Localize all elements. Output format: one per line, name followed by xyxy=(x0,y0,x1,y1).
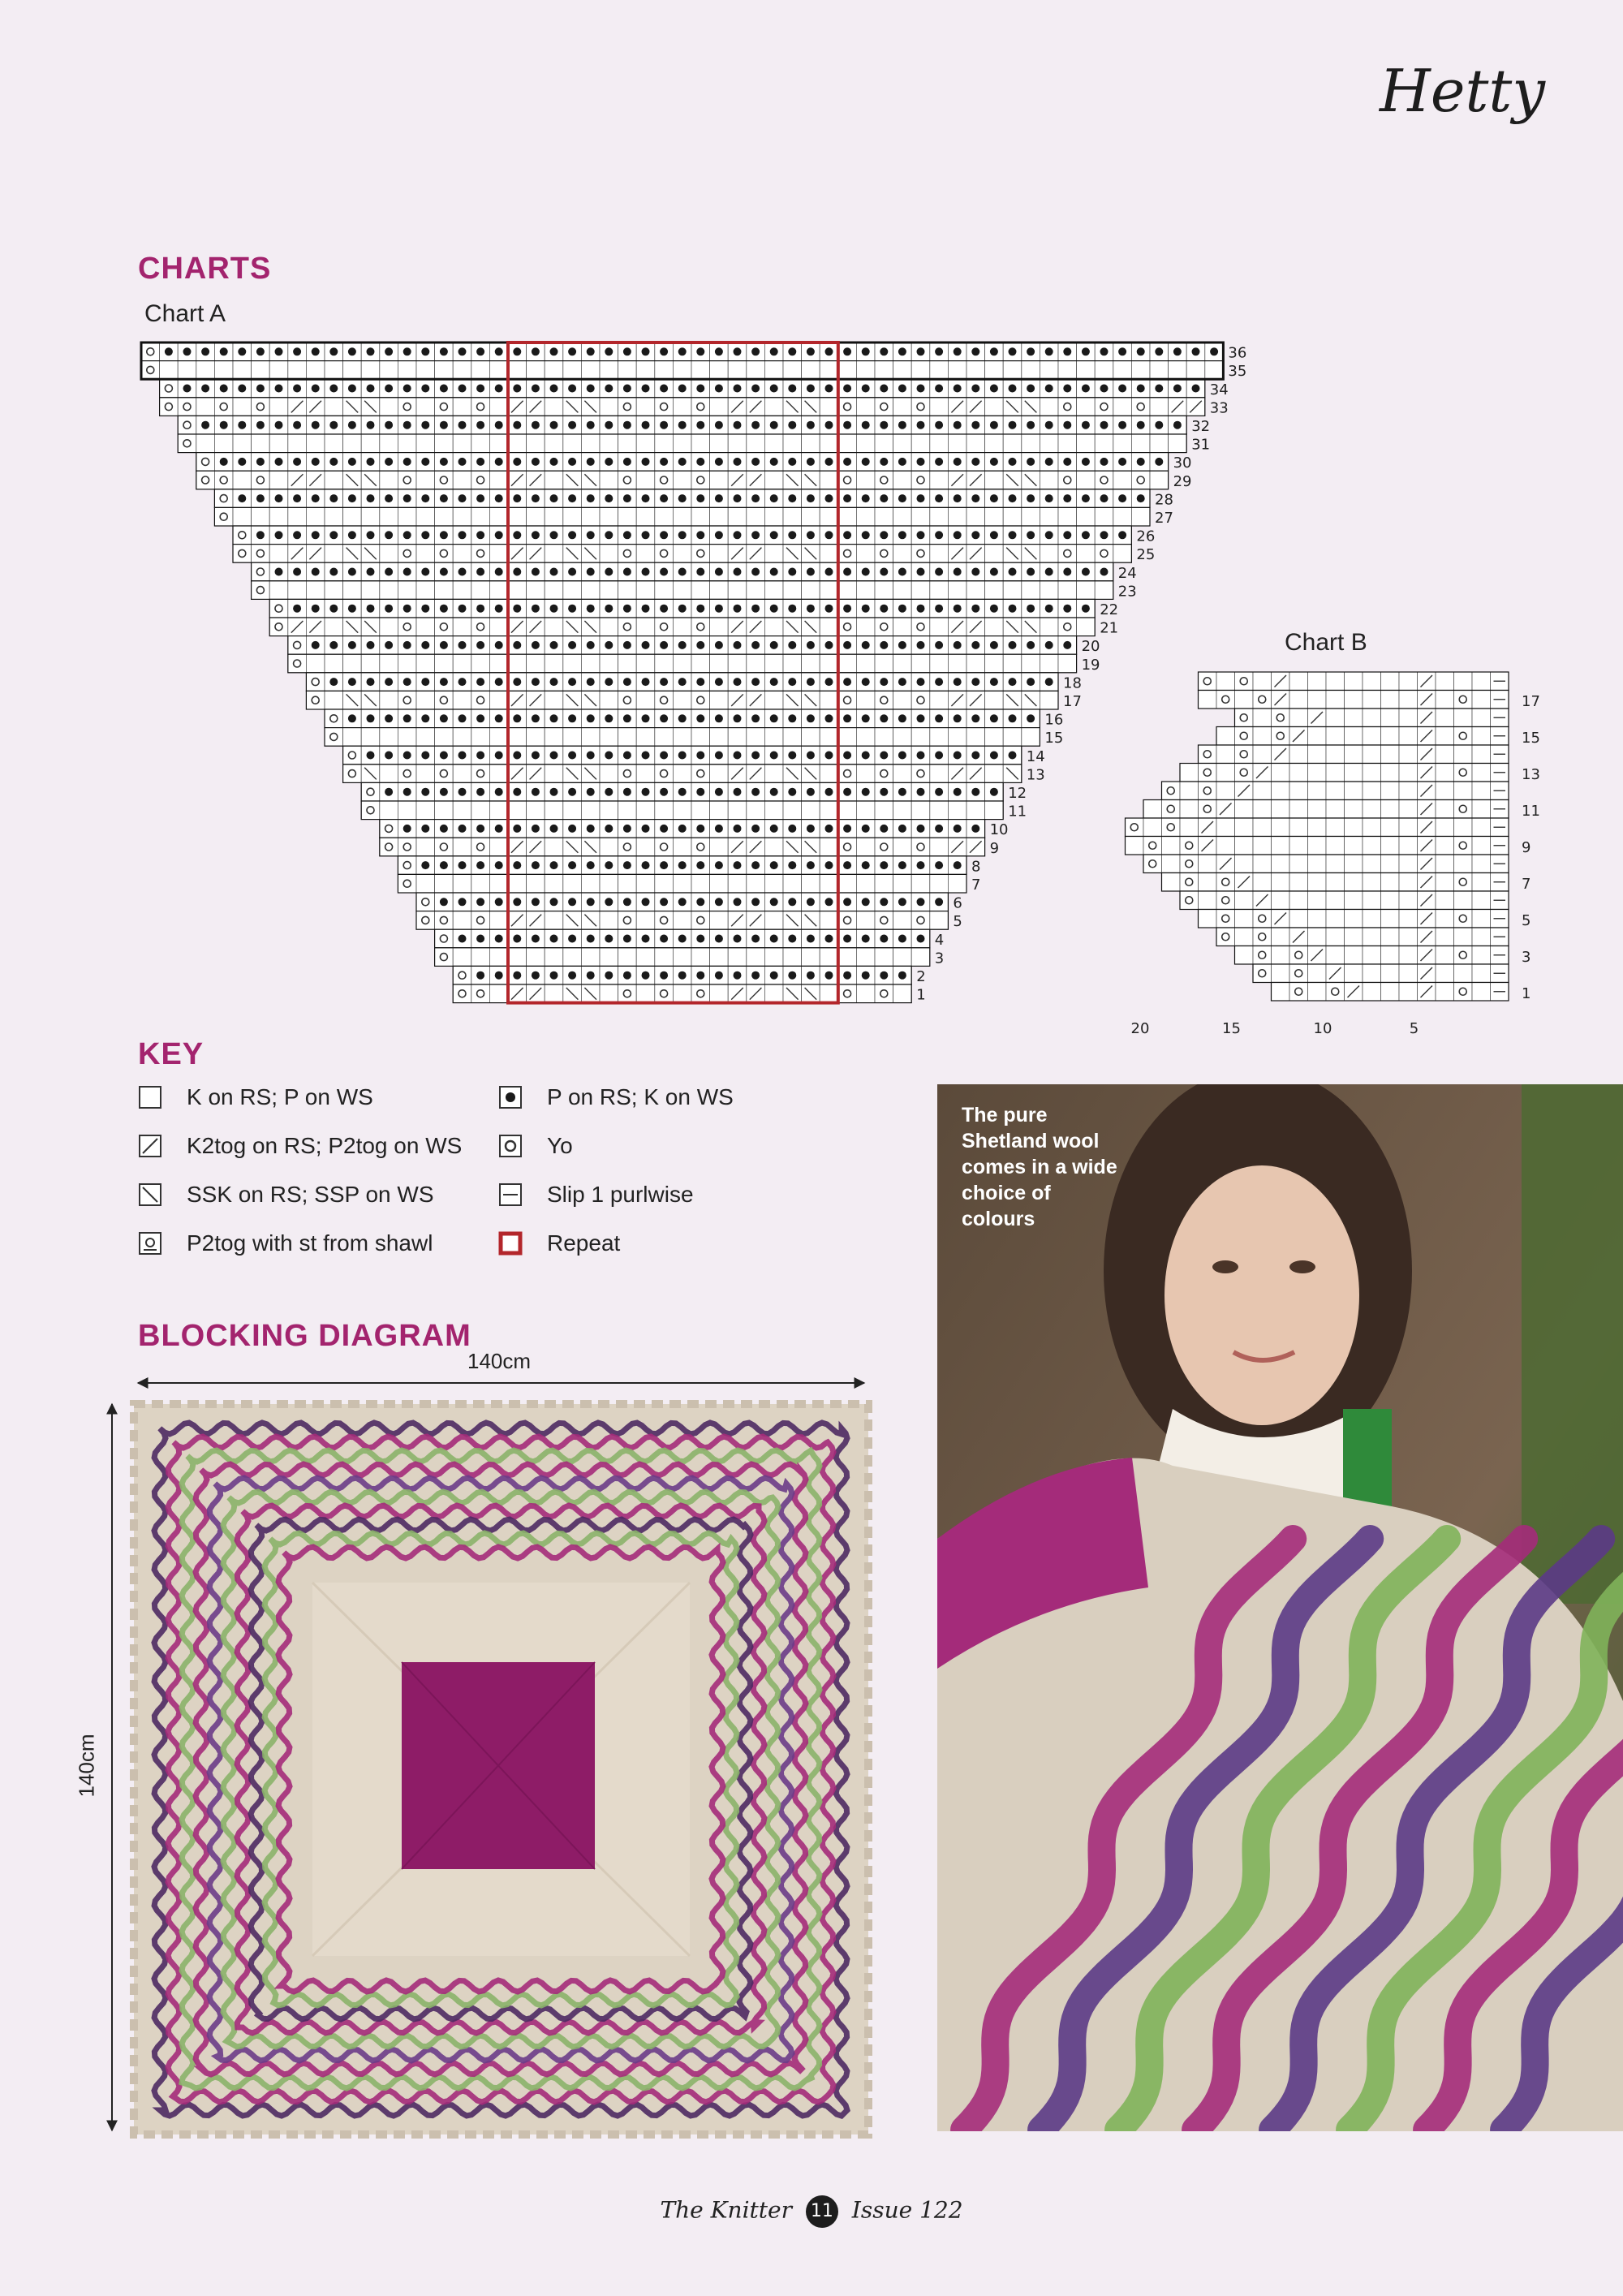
chart-a-row-number: 9 xyxy=(989,839,1000,857)
chart-a-row-number: 24 xyxy=(1117,564,1137,582)
chart-b-column-number: 20 xyxy=(1130,1020,1150,1037)
blocking-diagram xyxy=(97,1372,876,2143)
yo-icon xyxy=(498,1134,523,1158)
purl-dot-icon xyxy=(498,1085,523,1109)
chart-a-row-number: 33 xyxy=(1209,399,1229,417)
shawl-illustration xyxy=(134,1404,868,2134)
chart-a-row-number: 25 xyxy=(1136,546,1156,564)
key-item-label: SSK on RS; SSP on WS xyxy=(187,1182,434,1207)
chart-a-row-number: 36 xyxy=(1228,344,1247,362)
chart-a-row-number: 30 xyxy=(1173,454,1192,472)
chart-a-row-number: 35 xyxy=(1228,363,1247,381)
chart-a-row-number: 34 xyxy=(1209,381,1229,398)
chart-a-row-number: 31 xyxy=(1191,436,1211,454)
chart-a-row-number: 3 xyxy=(934,950,945,967)
chart-a-row-number: 13 xyxy=(1026,766,1045,784)
key-item-repeat xyxy=(498,1230,620,1256)
chart-b-row-number: 17 xyxy=(1522,693,1540,710)
key-heading: KEY xyxy=(138,1037,204,1071)
chart-a-row-number: 7 xyxy=(971,877,981,894)
chart-a-row-number: 19 xyxy=(1081,656,1100,674)
chart-a-row-number: 2 xyxy=(916,968,926,985)
key-item-ssk xyxy=(138,1182,434,1208)
chart-a-row-number: 26 xyxy=(1136,528,1156,545)
footer-magazine: The Knitter xyxy=(660,2196,792,2224)
chart-b-row-number: 11 xyxy=(1522,803,1540,820)
key-item-slip xyxy=(498,1182,694,1208)
chart-a-row-number: 27 xyxy=(1155,510,1173,527)
chart-a-row-number: 16 xyxy=(1044,711,1064,729)
ssk-icon xyxy=(138,1182,162,1207)
footer-issue: Issue 122 xyxy=(851,2196,963,2224)
chart-a-row-number: 11 xyxy=(1008,803,1027,821)
chart-a-row-number: 4 xyxy=(934,931,945,949)
chart-a-label: Chart A xyxy=(144,300,226,327)
height-dimension-label: 140cm xyxy=(74,1734,99,1798)
chart-b-column-number: 10 xyxy=(1313,1020,1332,1037)
key-item-label: P2tog with st from shawl xyxy=(187,1230,433,1256)
chart-b-row-number: 7 xyxy=(1522,876,1531,893)
chart-b-row-number: 5 xyxy=(1522,912,1531,929)
chart-b-row-number: 9 xyxy=(1522,839,1531,856)
chart-a-row-number: 32 xyxy=(1191,418,1211,435)
repeat-box-icon xyxy=(498,1231,523,1256)
page-title: Hetty xyxy=(1380,57,1545,125)
charts-heading: CHARTS xyxy=(138,252,272,286)
key-item-label: Slip 1 purlwise xyxy=(547,1182,694,1207)
chart-a-row-number: 10 xyxy=(989,821,1009,839)
key-item-label: K2tog on RS; P2tog on WS xyxy=(187,1133,463,1158)
chart-a-row-number: 22 xyxy=(1100,601,1119,618)
chart-a-row-number: 6 xyxy=(953,894,962,912)
width-dimension-label: 140cm xyxy=(467,1349,532,1373)
slip-icon xyxy=(498,1182,523,1207)
chart-a-row-number: 8 xyxy=(971,858,981,876)
page-number-badge: 11 xyxy=(806,2195,838,2228)
chart-a-row-number: 29 xyxy=(1173,472,1192,490)
key-item-knit xyxy=(138,1084,373,1110)
key-item-k2tog xyxy=(138,1133,462,1159)
chart-a-row-number: 28 xyxy=(1155,491,1173,509)
chart-a-row-number: 12 xyxy=(1008,785,1027,802)
chart-b xyxy=(1096,666,1574,1047)
chart-a-row-number: 15 xyxy=(1044,730,1064,747)
key-item-label: Repeat xyxy=(547,1230,621,1256)
chart-b-column-number: 15 xyxy=(1222,1020,1241,1037)
chart-a-row-number: 20 xyxy=(1081,638,1100,656)
knit-square-icon xyxy=(138,1085,162,1109)
key-item-label: Yo xyxy=(547,1133,573,1158)
chart-a-row-number: 14 xyxy=(1026,747,1045,765)
chart-b-row-number: 1 xyxy=(1522,985,1531,1002)
key-item-p2tog-shawl xyxy=(138,1230,433,1256)
p2tog-shawl-icon xyxy=(138,1231,162,1256)
chart-a-row-number: 21 xyxy=(1100,619,1119,637)
page-footer xyxy=(0,2195,1623,2228)
photo-caption: The pure Shetland wool comes in a wide choice of colours xyxy=(962,1104,1117,1230)
key-item-label: P on RS; K on WS xyxy=(547,1084,734,1109)
chart-b-row-number: 13 xyxy=(1522,766,1540,783)
key-item-yo xyxy=(498,1133,573,1159)
key-item-purl xyxy=(498,1084,734,1110)
blocking-heading: BLOCKING DIAGRAM xyxy=(138,1319,471,1353)
key-item-label: K on RS; P on WS xyxy=(187,1084,373,1109)
chart-a-row-number: 17 xyxy=(1063,693,1082,710)
k2tog-icon xyxy=(138,1134,162,1158)
chart-b-label: Chart B xyxy=(1285,629,1367,656)
model-photo xyxy=(937,1084,1623,2131)
chart-a-row-number: 5 xyxy=(953,913,962,931)
chart-a-row-number: 1 xyxy=(916,986,926,1004)
chart-b-row-number: 3 xyxy=(1522,949,1531,966)
chart-b-column-number: 5 xyxy=(1409,1020,1419,1037)
chart-a-row-number: 18 xyxy=(1063,674,1082,692)
chart-a-row-number: 23 xyxy=(1117,583,1137,601)
chart-b-row-number: 15 xyxy=(1522,730,1540,747)
